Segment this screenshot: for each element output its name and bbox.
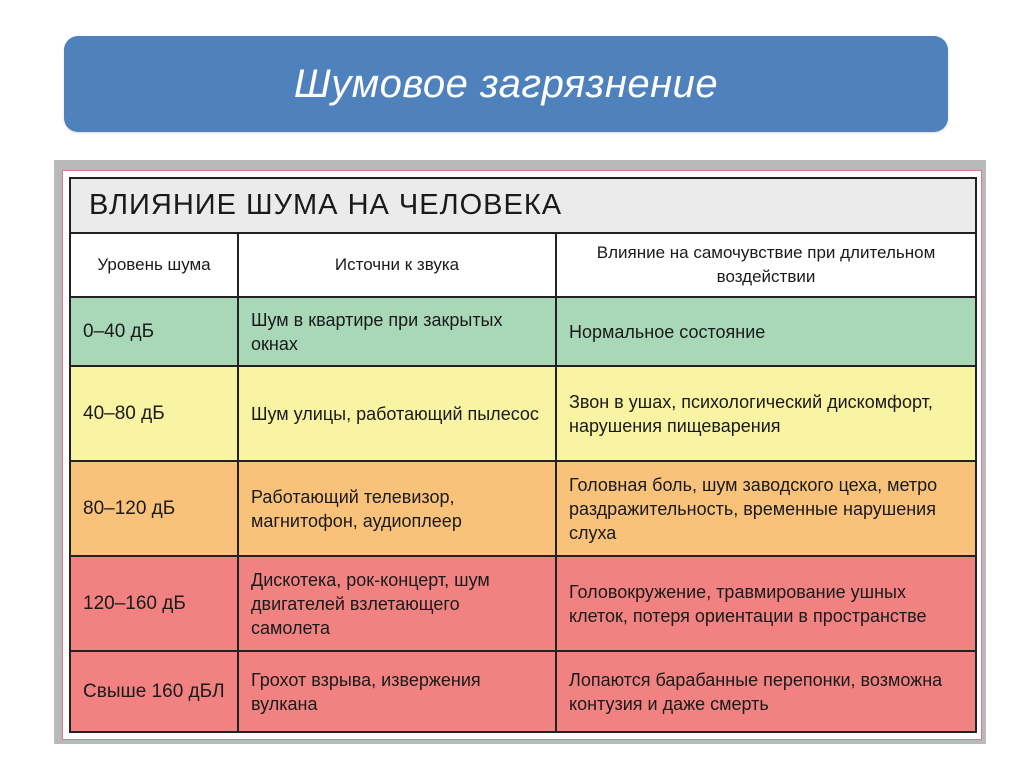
noise-effects-table: [69, 177, 977, 733]
noise-level-cell: 80–120 дБ: [70, 461, 238, 556]
health-effect-cell: Звон в ушах, психологический дискомфорт, нарушения пищеварения: [556, 366, 976, 461]
health-effect-cell: Головная боль, шум заводского цеха, метро раздражительность, временные нарушения слуха: [556, 461, 976, 556]
noise-level-cell: 0–40 дБ: [70, 297, 238, 366]
header-health-effect: Влияние на самочувствие при длительном воздействии: [556, 233, 976, 298]
table-caption: ВЛИЯНИЕ ШУМА НА ЧЕЛОВЕКА: [70, 178, 976, 233]
slide-title: Шумовое загрязнение: [293, 61, 719, 106]
table-row: [70, 556, 976, 651]
table-row: [70, 461, 976, 556]
sound-source-cell: Шум в квартире при закрытых окнах: [238, 297, 556, 366]
table-header-row: [70, 233, 976, 298]
noise-level-cell: 40–80 дБ: [70, 366, 238, 461]
health-effect-cell: Лопаются барабанные перепонки, возможна контузия и даже смерть: [556, 651, 976, 732]
header-noise-level: Уровень шума: [70, 233, 238, 298]
sound-source-cell: Дискотека, рок-концерт, шум двигателей взлетающего самолета: [238, 556, 556, 651]
slide-title-banner: [64, 36, 948, 132]
sound-source-cell: Грохот взрыва, извержения вулкана: [238, 651, 556, 732]
sound-source-cell: Шум улицы, работающий пылесос: [238, 366, 556, 461]
noise-level-cell: 120–160 дБ: [70, 556, 238, 651]
table-row: [70, 651, 976, 732]
table-row: [70, 366, 976, 461]
health-effect-cell: Нормальное состояние: [556, 297, 976, 366]
table-frame: [54, 160, 986, 744]
table-row: [70, 297, 976, 366]
health-effect-cell: Головокружение, травмирование ушных клеток, потеря ориентации в пространстве: [556, 556, 976, 651]
header-sound-source: Источни к звука: [238, 233, 556, 298]
noise-level-cell: Свыше 160 дБЛ: [70, 651, 238, 732]
table-caption-row: [70, 178, 976, 233]
sound-source-cell: Работающий телевизор, магнитофон, аудиоплеер: [238, 461, 556, 556]
table-container: [62, 170, 982, 740]
